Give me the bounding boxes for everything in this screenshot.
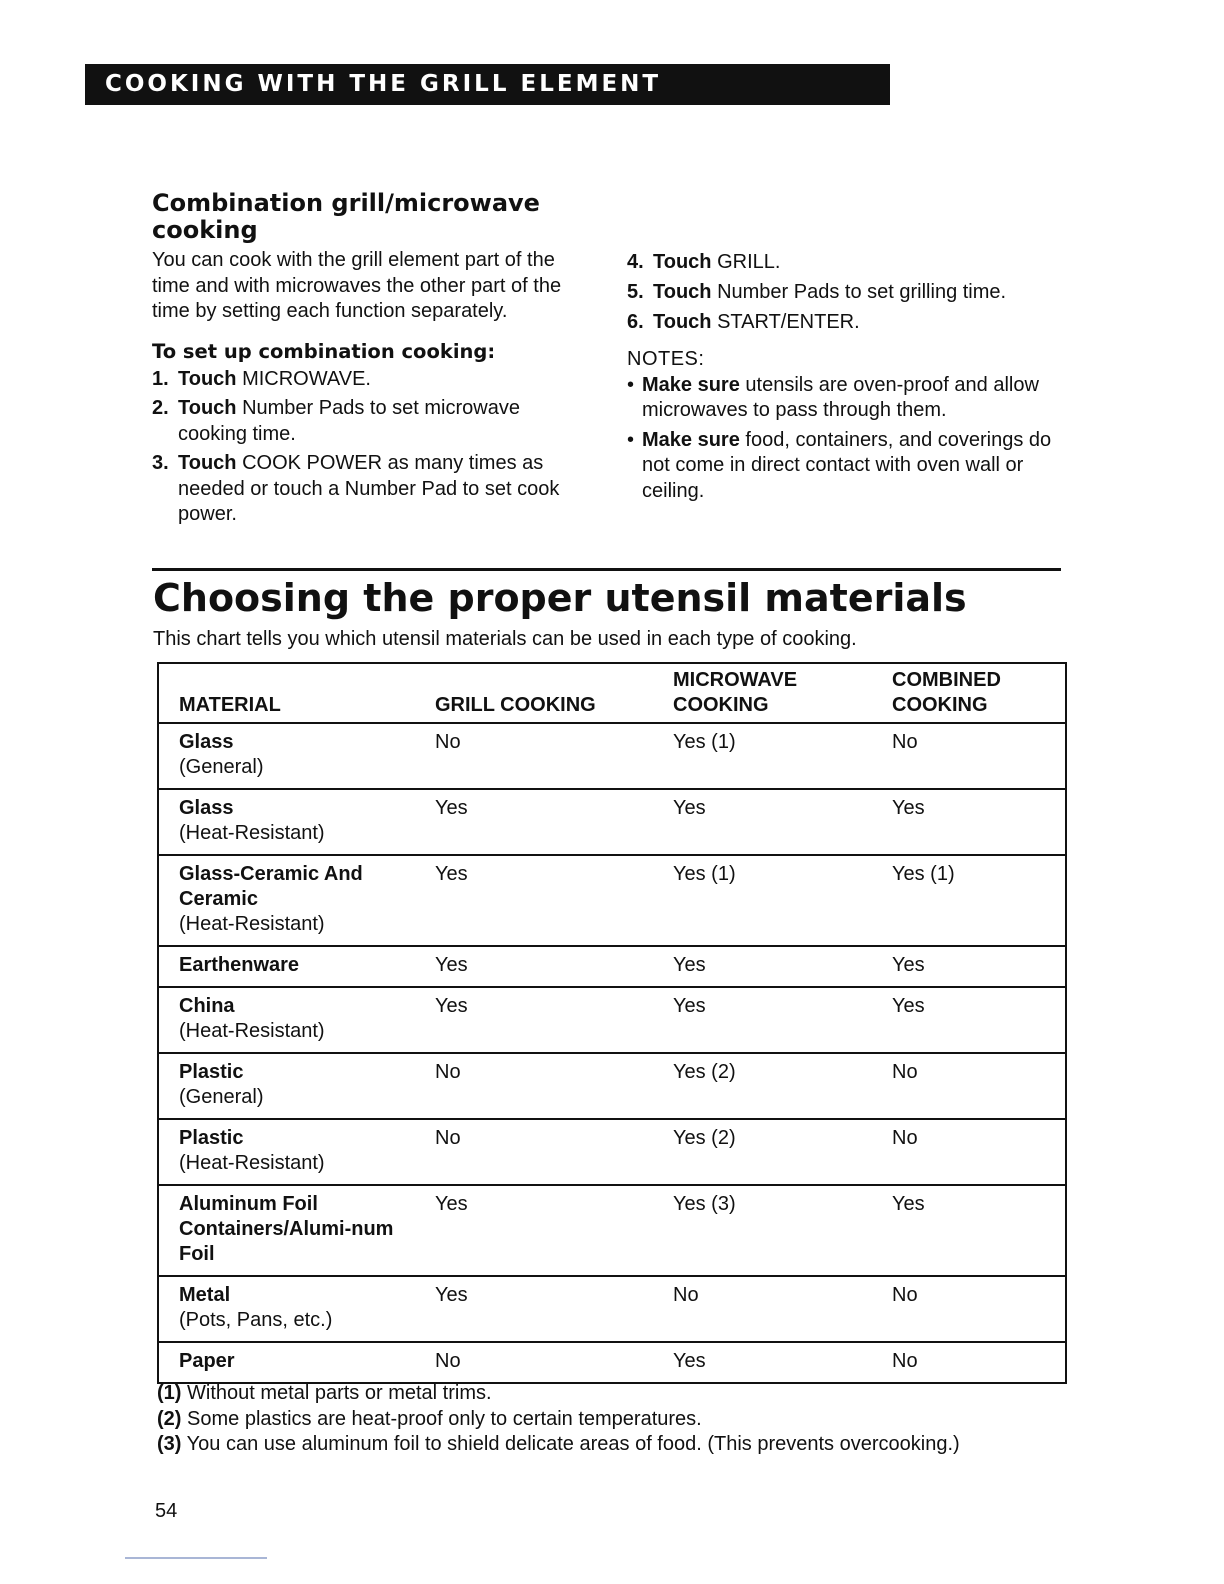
setup-steps-list — [152, 367, 592, 528]
section-divider — [152, 568, 1061, 571]
material-note: (Heat-Resistant) — [179, 913, 325, 935]
combined-cell: Yes — [872, 987, 1066, 1053]
column-header-material: MATERIAL — [158, 663, 415, 723]
combination-heading: Combination grill/microwave cooking — [152, 189, 540, 244]
note-item — [627, 373, 1067, 424]
footnote-mark: (1) — [157, 1382, 182, 1404]
step-item — [152, 396, 592, 447]
material-name: Metal — [179, 1284, 231, 1306]
table-row — [158, 855, 1066, 946]
material-cell — [158, 1119, 415, 1185]
footnote — [157, 1381, 1097, 1407]
utensil-materials-table — [157, 662, 1067, 1384]
combination-cooking-section — [152, 190, 592, 532]
material-name: Paper — [179, 1350, 235, 1372]
step-action: Touch — [178, 397, 237, 419]
material-name: Glass — [179, 731, 234, 753]
step-text: Number Pads to set grilling time. — [717, 281, 1007, 303]
note-lead: Make sure — [642, 373, 740, 396]
material-note: (Heat-Resistant) — [179, 822, 325, 844]
step-number: 5. — [627, 281, 644, 303]
footnote — [157, 1432, 1097, 1458]
step-action: Touch — [653, 251, 712, 273]
material-cell — [158, 946, 415, 987]
step-text: GRILL. — [717, 251, 781, 273]
setup-steps-list-continued — [627, 250, 1067, 336]
footnote-text: You can use aluminum foil to shield delicate areas of food. (This prevents overcooking.) — [186, 1433, 960, 1455]
step-item — [627, 280, 1067, 306]
table-row — [158, 946, 1066, 987]
material-note: (Heat-Resistant) — [179, 1152, 325, 1174]
microwave-cell: Yes (2) — [653, 1053, 872, 1119]
combined-cell: Yes — [872, 1185, 1066, 1276]
material-cell — [158, 1185, 415, 1276]
step-number: 6. — [627, 311, 644, 333]
microwave-cell: No — [653, 1276, 872, 1342]
column-header-grill: GRILL COOKING — [415, 663, 653, 723]
step-action: Touch — [178, 452, 237, 474]
step-action: Touch — [178, 367, 237, 390]
material-cell — [158, 1342, 415, 1383]
material-name: Earthenware — [179, 954, 300, 976]
step-action: Touch — [653, 311, 712, 333]
section-banner: COOKING WITH THE GRILL ELEMENT — [85, 64, 890, 105]
footnotes — [157, 1381, 1097, 1458]
material-name: Plastic — [179, 1061, 244, 1083]
setup-heading: To set up combination cooking: — [152, 339, 496, 363]
bullet-icon: • — [627, 428, 635, 451]
grill-cell: Yes — [415, 855, 653, 946]
step-item — [627, 250, 1067, 276]
step-action: Touch — [653, 281, 712, 303]
step-number: 1. — [152, 367, 169, 390]
material-cell — [158, 987, 415, 1053]
step-item — [152, 451, 592, 528]
step-number: 4. — [627, 251, 644, 273]
table-row — [158, 1119, 1066, 1185]
combined-cell: No — [872, 1276, 1066, 1342]
note-text: utensils are oven-proof and allow microwaves to pass through them. — [642, 373, 1039, 421]
combination-steps-continued — [627, 250, 1067, 508]
footnote-mark: (2) — [157, 1407, 182, 1430]
material-name: Aluminum Foil Containers/Alumi-num Foil — [179, 1193, 394, 1265]
footnote-mark: (3) — [157, 1433, 182, 1455]
combined-cell: No — [872, 1342, 1066, 1383]
bullet-icon: • — [627, 373, 635, 396]
notes-list — [627, 373, 1067, 505]
material-cell — [158, 789, 415, 855]
material-name: China — [179, 995, 235, 1017]
step-item — [627, 310, 1067, 336]
material-name: Glass — [179, 797, 234, 819]
step-number: 2. — [152, 397, 169, 419]
footnote-text: Some plastics are heat-proof only to certain temperatures. — [187, 1407, 702, 1430]
material-note: (Pots, Pans, etc.) — [179, 1309, 333, 1331]
table-header-row — [158, 663, 1066, 723]
utensil-table-container — [157, 662, 1065, 1384]
page-number: 54 — [155, 1500, 178, 1522]
grill-cell: Yes — [415, 789, 653, 855]
combined-cell: No — [872, 1053, 1066, 1119]
note-item — [627, 428, 1067, 505]
material-note: (General) — [179, 756, 264, 778]
note-text: food, containers, and coverings do not come in direct contact with oven wall or ceiling. — [642, 428, 1052, 502]
combined-cell: No — [872, 723, 1066, 789]
microwave-cell: Yes — [653, 789, 872, 855]
grill-cell: No — [415, 1342, 653, 1383]
note-lead: Make sure — [642, 428, 740, 451]
microwave-cell: Yes — [653, 1342, 872, 1383]
grill-cell: No — [415, 1053, 653, 1119]
material-cell — [158, 855, 415, 946]
combined-cell: Yes (1) — [872, 855, 1066, 946]
microwave-cell: Yes — [653, 987, 872, 1053]
material-name: Glass-Ceramic And Ceramic — [179, 863, 363, 910]
combined-cell: Yes — [872, 789, 1066, 855]
combined-cell: Yes — [872, 946, 1066, 987]
grill-cell: No — [415, 723, 653, 789]
grill-cell: Yes — [415, 1276, 653, 1342]
table-row — [158, 987, 1066, 1053]
step-number: 3. — [152, 452, 169, 474]
table-row — [158, 1053, 1066, 1119]
grill-cell: Yes — [415, 946, 653, 987]
step-text: COOK POWER as many times as needed or touch a Number Pad to set cook power. — [178, 452, 560, 525]
table-row — [158, 723, 1066, 789]
material-name: Plastic — [179, 1127, 244, 1149]
microwave-cell: Yes (3) — [653, 1185, 872, 1276]
microwave-cell: Yes (1) — [653, 855, 872, 946]
step-text: START/ENTER. — [717, 311, 860, 333]
combination-intro: You can cook with the grill element part of the time and with microwaves the other part of the time by setting each function separately. — [152, 249, 562, 322]
material-note: (Heat-Resistant) — [179, 1020, 325, 1042]
microwave-cell: Yes (2) — [653, 1119, 872, 1185]
combined-cell: No — [872, 1119, 1066, 1185]
table-row — [158, 1342, 1066, 1383]
notes-heading: NOTES: — [627, 347, 705, 370]
step-item — [152, 367, 592, 393]
column-header-microwave: MICROWAVE COOKING — [653, 663, 872, 723]
material-note: (General) — [179, 1086, 264, 1108]
page-title: Choosing the proper utensil materials — [153, 576, 967, 620]
footnote — [157, 1407, 1097, 1433]
material-cell — [158, 1053, 415, 1119]
microwave-cell: Yes (1) — [653, 723, 872, 789]
footnote-text: Without metal parts or metal trims. — [187, 1382, 492, 1404]
material-cell — [158, 723, 415, 789]
table-row — [158, 789, 1066, 855]
grill-cell: No — [415, 1119, 653, 1185]
column-header-combined: COMBINED COOKING — [872, 663, 1066, 723]
material-cell — [158, 1276, 415, 1342]
step-text: MICROWAVE. — [242, 367, 371, 390]
table-row — [158, 1185, 1066, 1276]
scan-artifact-line — [125, 1557, 267, 1559]
table-row — [158, 1276, 1066, 1342]
microwave-cell: Yes — [653, 946, 872, 987]
chart-intro: This chart tells you which utensil materials can be used in each type of cooking. — [153, 628, 857, 650]
grill-cell: Yes — [415, 987, 653, 1053]
grill-cell: Yes — [415, 1185, 653, 1276]
step-text: Number Pads to set microwave cooking time. — [178, 397, 520, 445]
